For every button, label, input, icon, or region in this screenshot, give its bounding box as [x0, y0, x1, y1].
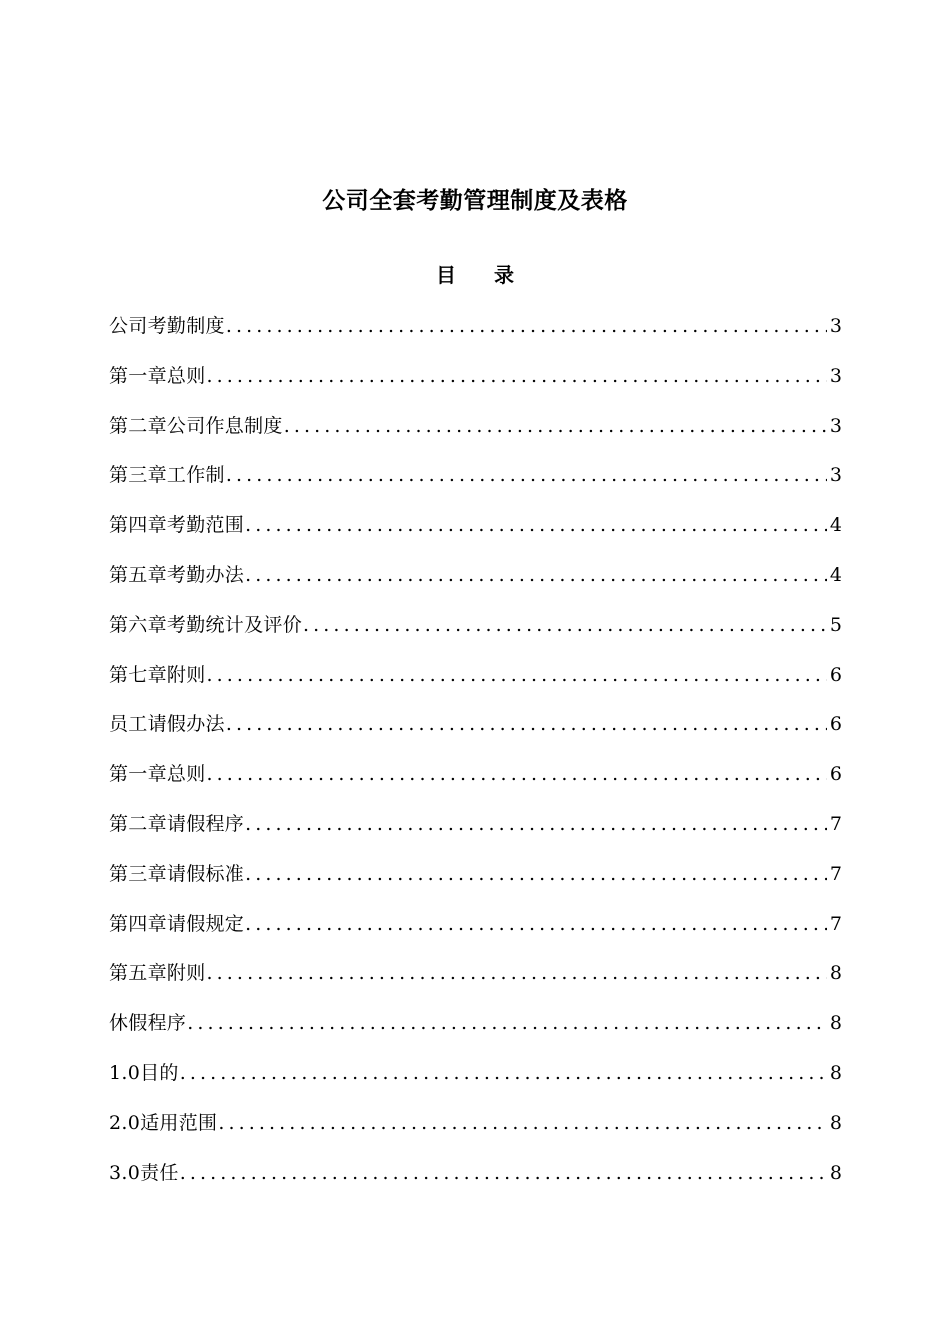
toc-entry-label: 第三章请假标准: [109, 862, 245, 885]
toc-entry-page: 3: [829, 414, 842, 437]
toc-entry-page: 3: [829, 464, 842, 487]
toc-entry-label: 休假程序: [109, 1012, 187, 1035]
toc-entry-9[interactable]: [109, 759, 842, 809]
toc-entry-2[interactable]: [109, 411, 842, 461]
toc-entry-page: 3: [829, 315, 842, 337]
toc-entry-label: 第五章考勤办法: [109, 563, 245, 586]
toc-dot-leader: [245, 510, 827, 540]
toc-entry-4[interactable]: [109, 510, 842, 560]
toc-entry-page: 7: [829, 812, 842, 835]
toc-entry-7[interactable]: [109, 660, 842, 710]
toc-dot-leader: [226, 460, 827, 490]
toc-dot-leader: [245, 809, 827, 839]
toc-dot-leader: [303, 610, 827, 640]
toc-entry-11[interactable]: [109, 859, 842, 909]
toc-entry-page: 8: [829, 1012, 842, 1035]
toc-entry-page: 8: [829, 1061, 842, 1084]
toc-entry-1[interactable]: [109, 361, 842, 411]
toc-entry-label: 第六章考勤统计及评价: [109, 613, 303, 636]
toc-dot-leader: [226, 311, 827, 341]
toc-entry-page: 3: [829, 364, 842, 387]
toc-heading: [0, 260, 950, 290]
toc-entry-6[interactable]: [109, 610, 842, 660]
toc-entry-label: 2.0适用范围: [109, 1111, 218, 1134]
toc-dot-leader: [207, 361, 827, 391]
toc-heading-right: 录: [494, 263, 514, 287]
toc-entry-3[interactable]: [109, 460, 842, 510]
toc-entry-page: 6: [829, 713, 842, 736]
toc-entry-label: 第五章附则: [109, 962, 206, 985]
toc-entry-label: 3.0责任: [109, 1161, 179, 1184]
toc-entry-12[interactable]: [109, 909, 842, 959]
toc-entry-14[interactable]: [109, 1008, 842, 1058]
toc-dot-leader: [245, 859, 827, 889]
toc-entry-page: 7: [829, 912, 842, 935]
toc-dot-leader: [245, 909, 827, 939]
toc-entry-15[interactable]: [109, 1058, 842, 1108]
toc-entry-page: 4: [829, 563, 842, 586]
toc-entry-label: 第七章附则: [109, 663, 206, 686]
toc-entry-page: 7: [829, 862, 842, 885]
toc-entry-page: 6: [829, 663, 842, 686]
toc-entry-13[interactable]: [109, 958, 842, 1008]
toc-dot-leader: [180, 1058, 827, 1088]
toc-dot-leader: [218, 1108, 827, 1138]
toc-entry-17[interactable]: [109, 1158, 842, 1208]
toc-entry-label: 第三章工作制: [109, 464, 225, 487]
toc-entry-16[interactable]: [109, 1108, 842, 1158]
toc-entry-page: 8: [829, 962, 842, 985]
toc-dot-leader: [180, 1158, 827, 1188]
toc-entry-page: 8: [829, 1161, 842, 1184]
toc-heading-left: 目: [436, 263, 456, 287]
toc-dot-leader: [284, 411, 827, 441]
toc-entry-label: 第二章公司作息制度: [109, 414, 283, 437]
toc-entry-10[interactable]: [109, 809, 842, 859]
toc-entry-label: 第二章请假程序: [109, 812, 245, 835]
toc-entry-8[interactable]: [109, 709, 842, 759]
toc-dot-leader: [187, 1008, 827, 1038]
toc-entry-label: 公司考勤制度: [109, 315, 225, 337]
toc-entry-label: 第一章总则: [109, 763, 206, 786]
toc-entry-label: 员工请假办法: [109, 713, 225, 736]
toc-entry-label: 第四章考勤范围: [109, 514, 245, 537]
toc-entry-5[interactable]: [109, 560, 842, 610]
toc-dot-leader: [207, 958, 827, 988]
toc-entry-label: 第一章总则: [109, 364, 206, 387]
toc-entry-page: 8: [829, 1111, 842, 1134]
toc-entry-label: 第四章请假规定: [109, 912, 245, 935]
toc-entry-page: 5: [829, 613, 842, 636]
toc-entry-page: 4: [829, 514, 842, 537]
toc-dot-leader: [245, 560, 827, 590]
toc-entry-page: 6: [829, 763, 842, 786]
toc-entry-label: 1.0目的: [109, 1061, 179, 1084]
toc-entry-0[interactable]: [109, 311, 842, 361]
document-title: 公司全套考勤管理制度及表格: [322, 188, 628, 214]
toc-dot-leader: [207, 660, 827, 690]
toc-dot-leader: [226, 709, 827, 739]
toc-dot-leader: [207, 759, 827, 789]
table-of-contents: [109, 311, 842, 1207]
